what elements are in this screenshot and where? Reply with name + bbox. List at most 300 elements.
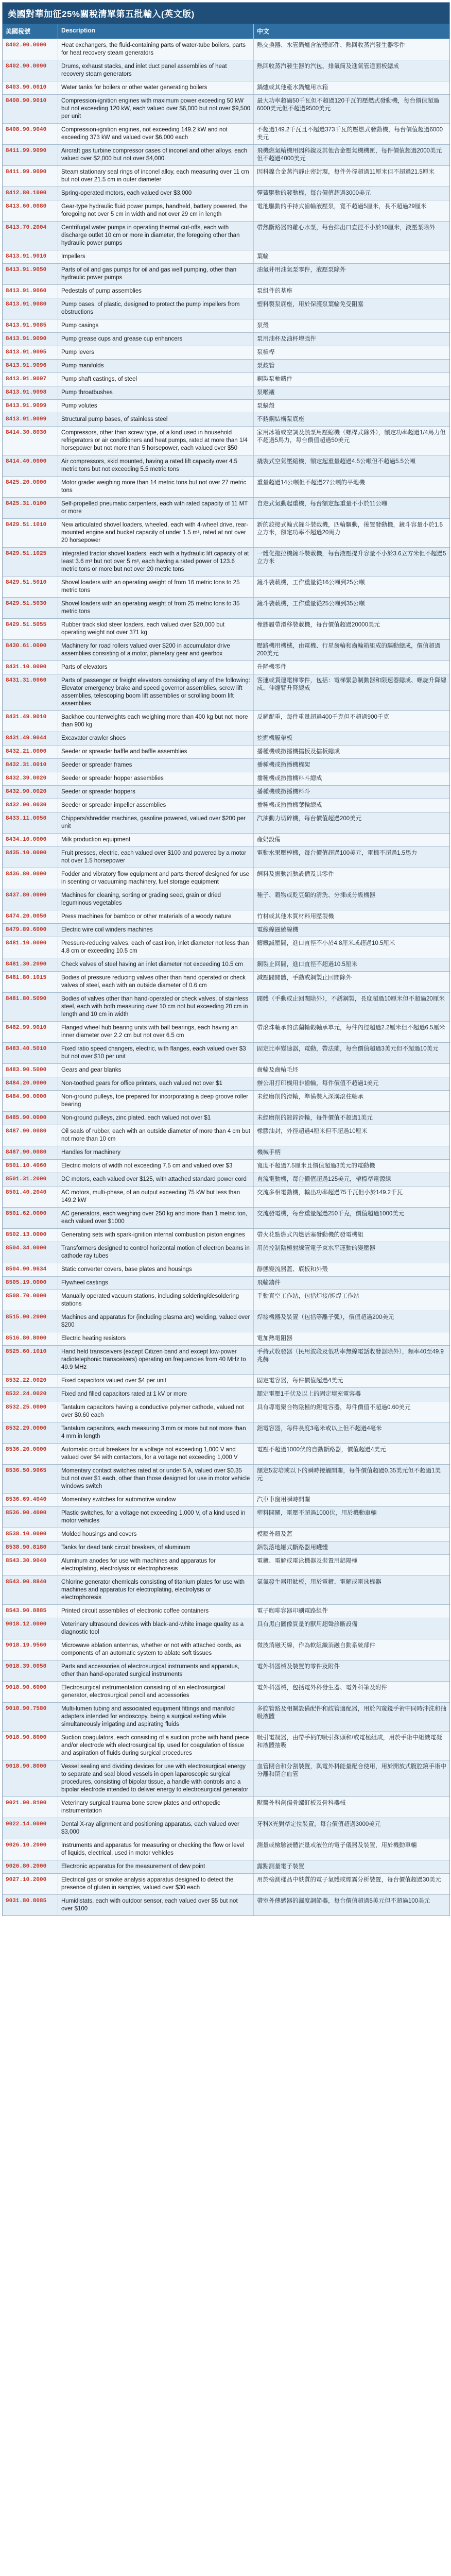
chinese-description: 電鍍、電解或電泳機器及裝置用鋁陽極 <box>257 1558 358 1564</box>
english-description: New articulated shovel loaders, wheeled, each with 4-wheel drive, rear-mounted engine and bucket capacity of under 1.5 m³, rated at not over 20 horsepower <box>58 519 254 547</box>
table-row <box>3 1894 449 1916</box>
hts-code: 8483.90.5000 <box>3 1064 58 1077</box>
table-row <box>3 1345 449 1374</box>
hts-code: 8481.30.2090 <box>3 958 58 971</box>
table-row <box>3 359 449 372</box>
english-description: Aircraft gas turbine compressor cases of inconel and other alloys, each valued over $2,000 but not over $4,000 <box>58 145 254 165</box>
hts-code: 8432.21.0000 <box>3 745 58 758</box>
hts-code: 8504.34.0000 <box>3 1242 58 1263</box>
table-row <box>3 413 449 426</box>
table-row <box>3 372 449 386</box>
chinese-description: 泵殼 <box>257 323 269 329</box>
chinese-description: 泵槓桿 <box>257 349 275 355</box>
english-description: Bodies of pressure reducing valves other than hand operated or check valves of steel, each with an outside diameter of 0.6 cm <box>58 972 254 992</box>
chinese-description: 交流多相電動機，輸出功率超過75千瓦但小於149.2千瓦 <box>257 1190 403 1196</box>
hts-code: 8501.31.2000 <box>3 1173 58 1186</box>
hts-code: 9021.90.8100 <box>3 1797 58 1818</box>
hts-code: 8430.61.0000 <box>3 640 58 660</box>
tariff-list-sheet <box>2 2 450 1916</box>
table-row <box>3 1618 449 1639</box>
english-description: Electric wire coil winders machines <box>58 924 254 937</box>
english-description: Veterinary ultrasound devices with black-and-white image quality as a diagnostic tool <box>58 1618 254 1639</box>
english-description: Non-ground pulleys, zinc plated, each valued not over $1 <box>58 1112 254 1125</box>
english-description: Handles for machinery <box>58 1146 254 1159</box>
english-description: Flywheel castings <box>58 1277 254 1290</box>
table-row <box>3 547 449 576</box>
table-row <box>3 1839 449 1860</box>
chinese-description: 泵組件的基座 <box>257 288 292 294</box>
english-description: Fixed capacitors valued over $4 per unit <box>58 1375 254 1387</box>
english-description: Chlorine generator chemicals consisting of titanium plates for use with machines and apparatus for electroplating, electrolysis or electrophoresis <box>58 1576 254 1604</box>
english-description: Pressure-reducing valves, each of cast iron, inlet diameter not less than 4.8 cm or exceeding 10.5 cm <box>58 937 254 958</box>
hts-code: 8413.91.9099 <box>3 413 58 426</box>
english-description: Pump casings <box>58 319 254 332</box>
hts-code: 8482.99.9010 <box>3 1022 58 1042</box>
table-row <box>3 1575 449 1604</box>
hts-code: 9026.80.2000 <box>3 1860 58 1873</box>
hts-code: 8481.10.0090 <box>3 937 58 958</box>
chinese-description: 產奶設備 <box>257 837 281 843</box>
hts-code: 8536.69.4040 <box>3 1494 58 1506</box>
table-row <box>3 639 449 660</box>
chinese-description: 飛輪鑄件 <box>257 1280 281 1286</box>
hts-code: 8504.90.9634 <box>3 1263 58 1276</box>
table-row <box>3 1681 449 1702</box>
hts-code: 8436.80.0090 <box>3 868 58 889</box>
english-description: Electrical gas or smoke analysis apparatus designed to detect the presence of gluten in samples, valued over $30 each <box>58 1874 254 1894</box>
chinese-description: 減壓閥閥體，手動或鋼製止回閥除外 <box>257 975 352 981</box>
english-description: Fixed ratio speed changers, electric, with flanges, each valued over $3 but not over $10 per unit <box>58 1043 254 1063</box>
chinese-description: 客運或貨運電梯零件，包括：電梯緊急制動器和限速器總成、螺旋升降總成、伸縮臂升降總成 <box>257 677 446 691</box>
hts-code: 8432.90.0030 <box>3 799 58 812</box>
english-description: Vessel sealing and dividing devices for use with electrosurgical energy to separate and seal blood vessels in open laparoscopic surgical procedures, consisting of bipolar tissue, a handle with controls and a bipolar electrode intended to deliver energy to electrosurgical generator <box>58 1760 254 1797</box>
table-row <box>3 1228 449 1242</box>
english-description: Electric heating resistors <box>58 1332 254 1345</box>
hts-code: 8429.51.5030 <box>3 598 58 618</box>
chinese-description: 露點測量電子裝置 <box>257 1863 304 1870</box>
chinese-description: 一體化拖拉機鏟斗裝載機，每台液壓提升容量不小於3.6立方米但不超過5立方米 <box>257 551 446 565</box>
hts-code: 8481.80.5090 <box>3 993 58 1021</box>
hts-code: 8434.10.0000 <box>3 834 58 846</box>
chinese-description: 用於檢測樣品中麩質的電子氣體或煙霧分析裝置，每台價值超過30美元 <box>257 1877 441 1883</box>
english-description: Fodder and vibratory flow equipment and parts thereof designed for use in scenting or vacuuming machinery, fuel storage equipment <box>58 868 254 889</box>
hts-code: 8485.90.0000 <box>3 1112 58 1125</box>
table-row <box>3 1042 449 1063</box>
english-description: Pump bases, of plastic, designed to protect the pump impellers from obstructions <box>58 298 254 319</box>
table-row <box>3 1374 449 1387</box>
hts-code: 9022.14.0000 <box>3 1818 58 1839</box>
chinese-description: 額定電壓1千伏及以上的固定填充電容器 <box>257 1391 361 1397</box>
chinese-description: 橡膠履帶滑移裝載機，每台價值超過20000美元 <box>257 622 380 628</box>
table-row <box>3 1290 449 1311</box>
hts-code: 8431.10.0090 <box>3 661 58 674</box>
chinese-description: 電池驅動的手持式齒輪液壓泵，寬不超過5厘米，長不超過29厘米 <box>257 204 427 210</box>
hts-code: 9018.90.7580 <box>3 1703 58 1731</box>
hts-code: 8543.90.8840 <box>3 1576 58 1604</box>
chinese-description: 泵歧管 <box>257 363 275 369</box>
hts-code: 8515.90.2000 <box>3 1311 58 1332</box>
table-row <box>3 618 449 639</box>
hts-code: 8433.11.0050 <box>3 812 58 833</box>
table-row <box>3 200 449 221</box>
table-row <box>3 1528 449 1541</box>
chinese-description: 額定5安培或以下的瞬時接觸開關，每件價值超過0.35美元但不超過1美元 <box>257 1468 441 1482</box>
english-description: Seeder or spreader frames <box>58 759 254 772</box>
table-row <box>3 1021 449 1042</box>
table-row <box>3 284 449 298</box>
hts-code: 8429.51.1025 <box>3 548 58 576</box>
table-row <box>3 1111 449 1125</box>
chinese-description: 熱交換器、水管鍋爐含液體部件、熱回收蒸汽發生器零件 <box>257 42 405 48</box>
chinese-description: 電動水果壓榨機，每台價值超過100美元，電機不超過1.5馬力 <box>257 850 418 856</box>
chinese-description: 電外科器械，包括電外科發生器、電外科筆及附件 <box>257 1685 387 1691</box>
chinese-description: 靜態變流器蓋、底板和外殼 <box>257 1266 328 1273</box>
english-description: Pump grease cups and grease cup enhancers <box>58 333 254 346</box>
table-row <box>3 1760 449 1797</box>
sheet-title: 美國對華加征25%關稅清單第五批輸入(英文版) <box>3 3 449 24</box>
hts-code: 8432.39.0020 <box>3 772 58 785</box>
english-description: Compression-ignition engines, not exceeding 149.2 kW and not exceeding 373 kW and valued over $6,000 each <box>58 124 254 144</box>
chinese-description: 固定比率變速器，電動，帶法蘭，每台價值超過3美元但不超過10美元 <box>257 1046 439 1052</box>
hts-code: 8487.90.0080 <box>3 1146 58 1159</box>
hts-code: 8413.60.0080 <box>3 200 58 221</box>
table-row <box>3 60 449 81</box>
table-row <box>3 1797 449 1818</box>
english-description: Pump throatbushes <box>58 386 254 399</box>
table-row <box>3 576 449 597</box>
table-row <box>3 94 449 123</box>
english-description: Press machines for bamboo or other materials of a woody nature <box>58 910 254 923</box>
table-row <box>3 812 449 833</box>
header-description: Description <box>58 24 254 39</box>
table-row <box>3 1173 449 1186</box>
hts-code: 8413.91.9097 <box>3 373 58 386</box>
hts-code: 8543.30.9040 <box>3 1555 58 1575</box>
chinese-description: 升降機零件 <box>257 664 287 670</box>
header-chinese: 中文 <box>257 28 270 35</box>
table-row <box>3 1125 449 1146</box>
chinese-description: 多腔管路及相關設備配件和歧管適配器，用於內窺鏡手術中同時沖洗和抽吸液體 <box>257 1706 446 1720</box>
hts-code: 9018.90.8000 <box>3 1760 58 1797</box>
english-description: Static converter covers, base plates and housings <box>58 1263 254 1276</box>
english-description: Plastic switches, for a voltage not exceeding 1,000 V, of a kind used in motor vehicles <box>58 1507 254 1528</box>
table-row <box>3 1207 449 1228</box>
chinese-description: 寬度不超過7.5厘米且價值超過3美元的電動機 <box>257 1163 375 1169</box>
english-description: DC motors, each valued over $125, with attached standard power cord <box>58 1173 254 1186</box>
chinese-description: 帶室外傳感器的濕度調節器，每台價值超過5美元但不超過100美元 <box>257 1898 430 1904</box>
english-description: Momentary switches for automotive window <box>58 1494 254 1506</box>
english-description: Impellers <box>58 250 254 263</box>
table-row <box>3 710 449 732</box>
english-description: Pump manifolds <box>58 360 254 372</box>
english-description: Pump shaft castings, of steel <box>58 373 254 386</box>
chinese-description: 播種機或撒播機擋板及擋板總成 <box>257 749 340 755</box>
table-row <box>3 1541 449 1554</box>
english-description: Seeder or spreader baffle and baffle assemblies <box>58 745 254 758</box>
table-row <box>3 1554 449 1575</box>
chinese-description: 播種機或撒播機料斗總成 <box>257 775 322 782</box>
table-row <box>3 1401 449 1422</box>
hts-code: 8432.31.0010 <box>3 759 58 772</box>
english-description: Spring-operated motors, each valued over $3,000 <box>58 187 254 200</box>
chinese-description: 手持式收發器（民用波段及低功率無線電話收發器除外），頻率40至49.9兆赫 <box>257 1349 444 1363</box>
hts-code: 8481.80.1015 <box>3 972 58 992</box>
chinese-description: 帶滾珠軸承的法蘭輪轂軸承單元，每件內徑超過2.2厘米但不超過6.5厘米 <box>257 1025 445 1031</box>
english-description: Water tanks for boilers or other water generating boilers <box>58 81 254 94</box>
hts-code: 9018.39.0050 <box>3 1660 58 1681</box>
hts-code: 8437.80.0000 <box>3 889 58 910</box>
english-description: Generating sets with spark-ignition internal combustion piston engines <box>58 1229 254 1242</box>
hts-code: 8487.90.0080 <box>3 1125 58 1146</box>
chinese-description: 血管閉合和分割裝置，與電外科能量配合使用，用於開放式腹腔鏡手術中分離和閉合血管 <box>257 1764 446 1777</box>
english-description: Manually operated vacuum stations, including soldering/desoldering stations <box>58 1290 254 1311</box>
hts-code: 9018.90.6000 <box>3 1682 58 1702</box>
english-description: Compressors, other than screw type, of a kind used in household refrigerators or air conditioners and heat pumps, rated at more than 1/4 horsepower but not more than 5 horsepower, each valued over $50 <box>58 427 254 455</box>
english-description: Motor grader weighing more than 14 metric tons but not over 27 metric tons <box>58 477 254 497</box>
english-description: Self-propelled pneumatic carpenters, each with rated capacity of 11 MT or more <box>58 498 254 518</box>
english-description: AC generators, each weighing over 250 kg and more than 1 metric ton, each valued over $1000 <box>58 1208 254 1228</box>
table-row <box>3 1818 449 1839</box>
hts-code: 8413.91.9080 <box>3 298 58 319</box>
header-code: 美國稅號 <box>3 24 58 39</box>
hts-code: 8413.70.2004 <box>3 222 58 250</box>
english-description: Transformers designed to control horizontal motion of electron beams in cathode ray tubes <box>58 1242 254 1263</box>
chinese-description: 汽油動力切碎機，每台價值超過200美元 <box>257 816 362 822</box>
chinese-description: 鏟斗裝載機，工作重量從25公噸到35公噸 <box>257 601 365 607</box>
table-row <box>3 39 449 60</box>
chinese-description: 具有黑白圖像質量的獸用超聲診斷設備 <box>257 1621 358 1628</box>
chinese-description: 不銹鋼結構泵底座 <box>257 416 304 422</box>
hts-code: 8413.91.9096 <box>3 360 58 372</box>
table-row <box>3 165 449 187</box>
english-description: Bodies of valves other than hand-operated or check valves, of stainless steel, each with both measuring over 10 cm not but exceeding 20 cm in length and 10 cm in width <box>58 993 254 1021</box>
table-row <box>3 1090 449 1111</box>
chinese-description: 手動真空工作站，包括焊接/拆焊工作站 <box>257 1293 359 1299</box>
chinese-description: 電子咖啡容器印刷電路組件 <box>257 1608 328 1614</box>
table-row <box>3 298 449 319</box>
table-row <box>3 263 449 284</box>
english-description: Pump volutes <box>58 400 254 413</box>
table-row <box>3 497 449 518</box>
hts-code: 8408.90.9010 <box>3 95 58 123</box>
english-description: Dental X-ray alignment and positioning apparatus, each valued over $3,000 <box>58 1818 254 1839</box>
chinese-description: 交流發電機，每台重量超過250千克，價值超過1000美元 <box>257 1211 405 1217</box>
chinese-description: 熱回收蒸汽發生器的汽包、排氣筒及進氣管道面板總成 <box>257 63 399 70</box>
english-description: Gears and gear blanks <box>58 1064 254 1077</box>
table-row <box>3 745 449 758</box>
chinese-description: 不超過149.2千瓦且不超過373千瓦的壓燃式發動機，每台價值超過6000美元 <box>257 127 443 141</box>
hts-code: 9027.10.2000 <box>3 1874 58 1894</box>
hts-code: 8431.49.9044 <box>3 732 58 745</box>
chinese-description: 最大功率超過50千瓦但不超過120千瓦的壓燃式發動機，每台價值超過6000美元但不超過9500美元 <box>257 98 439 112</box>
english-description: Rubber track skid steer loaders, each valued over $20,000 but operating weight not over 371 kg <box>58 619 254 639</box>
hts-code: 8516.80.8000 <box>3 1332 58 1345</box>
table-row <box>3 1731 449 1760</box>
hts-code: 8536.50.9065 <box>3 1465 58 1493</box>
english-description: Fixed and filled capacitors rated at 1 kV or more <box>58 1388 254 1401</box>
hts-code: 8501.62.0000 <box>3 1208 58 1228</box>
english-description: Pedestals of pump assemblies <box>58 285 254 298</box>
table-row <box>3 1146 449 1159</box>
hts-code: 8413.91.9010 <box>3 250 58 263</box>
english-description: Suction coagulators, each consisting of a suction probe with hand piece and/or electrode with electrosurgical tip, used for coagulation of tissue and aspiration of fluids during surgical procedures <box>58 1732 254 1760</box>
chinese-description: 鏟斗裝載機，工作重量從16公噸到25公噸 <box>257 580 365 586</box>
hts-code: 8532.29.0000 <box>3 1422 58 1443</box>
chinese-description: 吸引電凝器，由帶手柄的吸引探頭和/或電極組成，用於手術中組織電凝和液體抽吸 <box>257 1735 442 1749</box>
hts-code: 8532.24.0020 <box>3 1388 58 1401</box>
english-description: Veterinary surgical trauma bone screw plates and orthopedic instrumentation <box>58 1797 254 1818</box>
table-row <box>3 1860 449 1873</box>
english-description: Flanged wheel hub bearing units with ball bearings, each having an inner diameter over 2.2 cm but not over 6.5 cm <box>58 1022 254 1042</box>
chinese-description: 飼料及振動流動設備及其零件 <box>257 871 334 877</box>
hts-code: 8412.80.1000 <box>3 187 58 200</box>
chinese-description: 飛機燃氣輪機用因科鎳及其他合金壓氣機機匣，每件價值超過2000美元但不超過4000美元 <box>257 148 442 162</box>
table-row <box>3 1702 449 1731</box>
chinese-description: 微波消融天線，作為軟組織消融自動系統部件 <box>257 1642 375 1649</box>
hts-code: 8479.89.6000 <box>3 924 58 937</box>
table-row <box>3 937 449 958</box>
hts-code: 8431.31.0060 <box>3 674 58 710</box>
table-row <box>3 1493 449 1506</box>
table-row <box>3 250 449 263</box>
hts-code: 9026.10.2000 <box>3 1839 58 1860</box>
chinese-description: 用於控制陰極射線管電子束水平運動的變壓器 <box>257 1245 375 1251</box>
hts-code: 8402.00.0000 <box>3 39 58 60</box>
english-description: Parts of elevators <box>58 661 254 674</box>
table-row <box>3 1604 449 1618</box>
chinese-description: 氯氣發生器用鈦板，用於電鍍、電解或電泳機器 <box>257 1579 381 1585</box>
chinese-description: 獸醫外科創傷骨螺釘板及骨科器械 <box>257 1800 346 1806</box>
table-body <box>3 39 449 1916</box>
hts-code: 8536.20.0000 <box>3 1444 58 1464</box>
chinese-description: 閥體（手動或止回閥除外），不銹鋼製，長度超過10厘米但不超過20厘米 <box>257 996 445 1002</box>
hts-code: 8414.40.0000 <box>3 455 58 476</box>
chinese-description: 播種機或撒播機料斗 <box>257 789 310 795</box>
table-row <box>3 772 449 785</box>
english-description: Pump levers <box>58 346 254 359</box>
table-row <box>3 455 449 476</box>
table-row <box>3 1263 449 1276</box>
hts-code: 8484.90.0000 <box>3 1091 58 1111</box>
chinese-description: 壓路機用機械，由電機、行星齒輪和齒輪箱組成的驅動總成，價值超過200美元 <box>257 643 441 657</box>
chinese-description: 泵喉襯 <box>257 389 275 396</box>
chinese-description: 焊接機器及裝置（包括等離子弧），價值超過200美元 <box>257 1314 394 1320</box>
english-description: Steam stationary seal rings of inconel alloy, each measuring over 11 cm but not over 21.5 cm in outer diameter <box>58 166 254 187</box>
english-description: Structural pump bases, of stainless steel <box>58 413 254 426</box>
english-description: Non-ground pulleys, toe prepared for incorporating a deep groove roller bearing <box>58 1091 254 1111</box>
chinese-description: 齒輪及齒輪毛坯 <box>257 1067 299 1073</box>
chinese-description: 挖掘機履帶板 <box>257 735 292 741</box>
chinese-description: 未經磨削的滑輪，準備裝入深溝滾柱軸承 <box>257 1094 363 1100</box>
hts-code: 8411.99.9090 <box>3 145 58 165</box>
english-description: Electrosurgical instrumentation consisting of an electrosurgical generator, electrosurgical pencil and accessories <box>58 1682 254 1702</box>
table-row <box>3 1506 449 1528</box>
chinese-description: 電線線圈繞線機 <box>257 927 299 933</box>
english-description: Parts and accessories of electrosurgical instruments and apparatus, other than hand-operated surgical instruments <box>58 1660 254 1681</box>
english-description: Electronic apparatus for the measurement of dew point <box>58 1860 254 1873</box>
chinese-description: 橡膠油封，外徑超過4厘米但不超過10厘米 <box>257 1128 368 1134</box>
hts-code: 8429.51.5010 <box>3 577 58 597</box>
table-row <box>3 346 449 359</box>
table-row <box>3 1311 449 1332</box>
table-row <box>3 144 449 165</box>
english-description: Gear-type hydraulic fluid power pumps, handheld, battery powered, the foregoing not over 5 cm in width and not over 29 cm in length <box>58 200 254 221</box>
hts-code: 8413.91.9099 <box>3 400 58 413</box>
chinese-description: 撬裝式空氣壓縮機，額定起重量超過4.5公噸但不超過5.5公噸 <box>257 459 415 465</box>
english-description: Seeder or spreader hoppers <box>58 786 254 799</box>
table-row <box>3 910 449 923</box>
chinese-description: 帶熱斷路器的離心水泵，每台排出口直徑不小於10厘米，液壓泵除外 <box>257 225 436 231</box>
chinese-description: 固定電容器，每件價值超過4美元 <box>257 1378 343 1384</box>
hts-code: 8505.19.0000 <box>3 1277 58 1290</box>
table-row <box>3 123 449 144</box>
chinese-description: 電壓不超過1000伏的自動斷路器，價值超過4美元 <box>257 1447 386 1453</box>
hts-code: 8431.49.9010 <box>3 711 58 732</box>
chinese-description: 因科鎳合金蒸汽靜止密封環，每件外徑超過11厘米但不超過21.5厘米 <box>257 169 435 175</box>
chinese-description: 機械手柄 <box>257 1149 281 1156</box>
hts-code: 8501.40.2040 <box>3 1187 58 1207</box>
chinese-description: 彈簧驅動的發動機，每台價值超過3000美元 <box>257 190 371 196</box>
chinese-description: 竹材或其他木質材料用壓製機 <box>257 913 334 920</box>
english-description: Centrifugal water pumps in operating thermal cut-offs, each with discharge outlet 10 cm or more in diameter, the foregoing other than hydraulic power pumps <box>58 222 254 250</box>
chinese-description: 葉輪 <box>257 253 269 260</box>
hts-code: 8413.91.9085 <box>3 319 58 332</box>
table-row <box>3 1063 449 1077</box>
english-description: Non-toothed gears for office printers, each valued not over $1 <box>58 1077 254 1090</box>
hts-code: 8413.91.9060 <box>3 285 58 298</box>
table-row <box>3 1660 449 1681</box>
hts-code: 8402.90.0090 <box>3 60 58 81</box>
chinese-description: 汽車車窗用瞬時開關 <box>257 1497 310 1503</box>
table-row <box>3 332 449 346</box>
english-description: Milk production equipment <box>58 834 254 846</box>
table-row <box>3 1159 449 1173</box>
hts-code: 8525.60.1010 <box>3 1346 58 1374</box>
chinese-description: 電加熱電阻器 <box>257 1335 292 1342</box>
table-header <box>3 24 449 39</box>
table-row <box>3 1242 449 1263</box>
english-description: Air compressors, skid mounted, having a rated lift capacity over 4.5 metric tons but not exceeding 5.5 metric tons <box>58 455 254 476</box>
table-row <box>3 674 449 710</box>
english-description: Seeder or spreader hopper assemblies <box>58 772 254 785</box>
table-row <box>3 889 449 910</box>
english-description: Electric motors of width not exceeding 7.5 cm and valued over $3 <box>58 1160 254 1173</box>
table-row <box>3 81 449 94</box>
hts-code: 8536.90.4000 <box>3 1507 58 1528</box>
chinese-description: 電外科器械及裝置的零件及附件 <box>257 1664 340 1670</box>
english-description: Fruit presses, electric, each valued over $100 and powered by a motor not over 1.5 horsepower <box>58 847 254 868</box>
english-description: Machines for cleaning, sorting or grading seed, grain or dried leguminous vegetables <box>58 889 254 910</box>
hts-code: 8408.90.9040 <box>3 124 58 144</box>
table-row <box>3 386 449 399</box>
english-description: Instruments and apparatus for measuring or checking the flow or level of liquids, electrical, used in motor vehicles <box>58 1839 254 1860</box>
english-description: Shovel loaders with an operating weight of from 25 metric tons to 35 metric tons <box>58 598 254 618</box>
hts-code: 8429.51.5055 <box>3 619 58 639</box>
hts-code: 8532.22.0020 <box>3 1375 58 1387</box>
english-description: Printed circuit assemblies of electronic coffee containers <box>58 1605 254 1618</box>
table-row <box>3 1464 449 1493</box>
chinese-description: 鉭電容器，每件長度3毫米或以上但不超過4毫米 <box>257 1426 382 1432</box>
chinese-description: 新的鉸接式輪式鏟斗裝載機，四輪驅動，後置發動機，鏟斗容量小於1.5立方米，額定功率不超過20馬力 <box>257 522 443 536</box>
chinese-description: 鋁製落地罐式斷路器用罐體 <box>257 1545 328 1551</box>
chinese-description: 鍋爐或其他產水鍋爐用水箱 <box>257 84 328 91</box>
table-row <box>3 476 449 497</box>
hts-code: 9018.19.9560 <box>3 1639 58 1660</box>
english-description: Parts of oil and gas pumps for oil and gas well pumping, other than hydraulic power pumps <box>58 264 254 284</box>
hts-code: 8413.91.9095 <box>3 346 58 359</box>
table-row <box>3 799 449 812</box>
table-row <box>3 1186 449 1207</box>
